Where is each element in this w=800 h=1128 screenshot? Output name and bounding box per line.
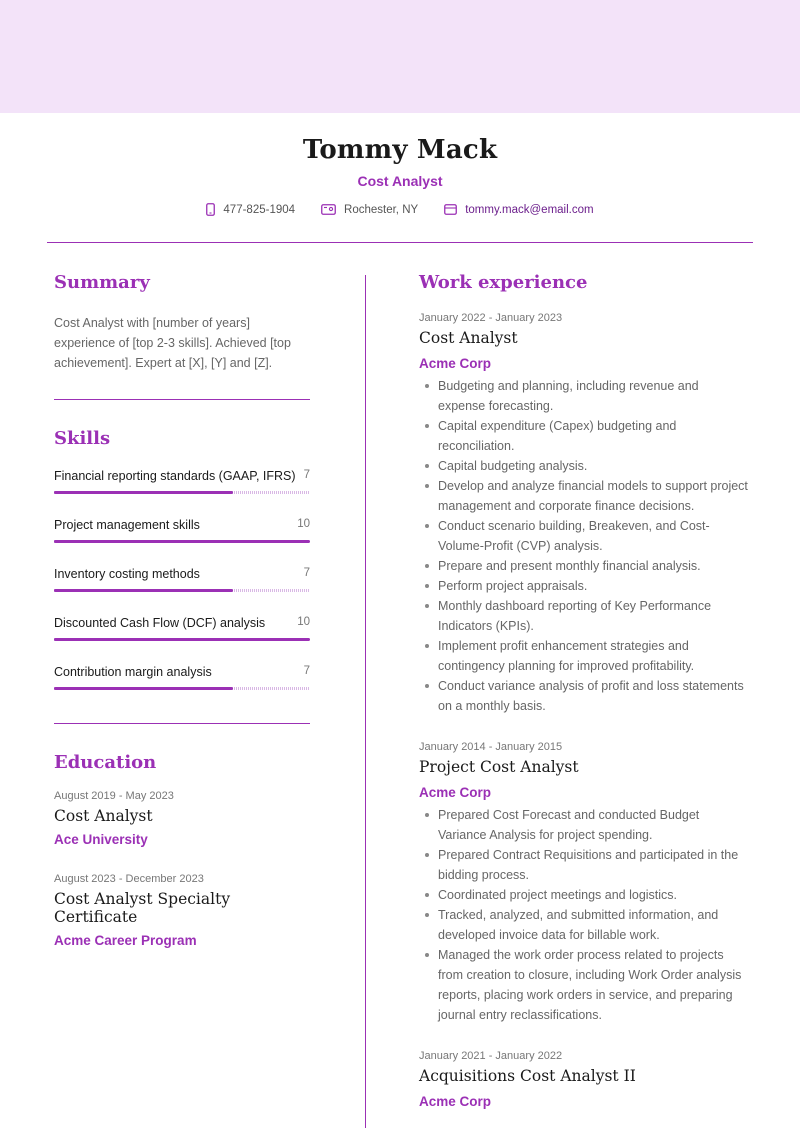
experience-title: Acquisitions Cost Analyst II: [419, 1067, 636, 1085]
experience-dates: January 2014 - January 2015: [419, 741, 563, 753]
education-org: Acme Career Program: [54, 933, 197, 948]
skills-section: [54, 428, 310, 690]
bullet-item: Conduct variance analysis of profit and loss statements on a monthly basis.: [419, 676, 749, 716]
left-column: [54, 272, 310, 948]
column-divider: [365, 275, 366, 1128]
bullet-item: Perform project appraisals.: [419, 576, 749, 596]
bullet-item: Coordinated project meetings and logistics.: [419, 885, 749, 905]
skill-name: Contribution margin analysis: [54, 665, 212, 679]
candidate-name: Tommy Mack: [302, 135, 498, 165]
skill-name: Financial reporting standards (GAAP, IFRS): [54, 469, 296, 483]
skill-item: [54, 665, 310, 690]
education-entry: [54, 790, 310, 847]
skill-bar: [54, 491, 310, 494]
skill-bar: [54, 687, 310, 690]
skill-bar-fill: [54, 491, 233, 494]
email-link[interactable]: tommy.mack@email.com: [465, 203, 594, 216]
experience-title: Project Cost Analyst: [419, 758, 579, 776]
experience-bullets: [419, 805, 749, 1025]
bullet-item: Capital budgeting analysis.: [419, 456, 749, 476]
education-title: Cost Analyst: [54, 807, 153, 825]
header-band: [0, 0, 800, 113]
skill-level: 10: [297, 518, 310, 530]
education-dates: August 2019 - May 2023: [54, 790, 174, 802]
skill-bar-fill: [54, 687, 233, 690]
phone-icon: [206, 203, 215, 216]
skill-bar: [54, 589, 310, 592]
bullet-item: Budgeting and planning, including revenue and expense forecasting.: [419, 376, 749, 416]
bullet-item: Prepared Cost Forecast and conducted Budget Variance Analysis for project spending.: [419, 805, 749, 845]
bullet-item: Prepare and present monthly financial analysis.: [419, 556, 749, 576]
summary-heading: Summary: [54, 272, 150, 293]
experience-bullets: [419, 376, 749, 716]
location-text: Rochester, NY: [344, 203, 419, 216]
experience-org: Acme Corp: [419, 785, 492, 800]
skill-row: [54, 567, 310, 581]
bullet-item: Implement profit enhancement strategies and contingency planning for improved profitability.: [419, 636, 749, 676]
skills-list: [54, 469, 310, 690]
bullet-item: Capital expenditure (Capex) budgeting and reconciliation.: [419, 416, 749, 456]
experience-org: Acme Corp: [419, 1094, 492, 1109]
skill-bar-fill: [54, 589, 233, 592]
bullet-item: Develop and analyze financial models to support project management and corporate finance decisions.: [419, 476, 749, 516]
skill-name: Project management skills: [54, 518, 200, 532]
contact-email[interactable]: [444, 204, 593, 216]
section-divider: [54, 399, 310, 400]
skill-row: [54, 665, 310, 679]
experience-entry: [419, 1050, 749, 1109]
experience-dates: January 2022 - January 2023: [419, 312, 563, 324]
summary-text: Cost Analyst with [number of years] experience of [top 2-3 skills]. Achieved [top achievement]. Expert at [X], [Y] and [Z].: [54, 316, 291, 370]
skill-item: [54, 518, 310, 543]
resume-header: [0, 113, 800, 216]
address-card-icon: [321, 204, 336, 215]
candidate-title: Cost Analyst: [357, 173, 443, 189]
skill-level: 7: [303, 665, 310, 677]
education-entry: [54, 873, 310, 948]
experience-title: Cost Analyst: [419, 329, 518, 347]
skill-level: 7: [303, 469, 310, 481]
bullet-item: Tracked, analyzed, and submitted information, and developed invoice data for billable work.: [419, 905, 749, 945]
section-divider: [54, 723, 310, 724]
skill-bar-fill: [54, 540, 310, 543]
bullet-item: Conduct scenario building, Breakeven, and Cost-Volume-Profit (CVP) analysis.: [419, 516, 749, 556]
education-org: Ace University: [54, 832, 148, 847]
education-section: [54, 752, 310, 948]
contact-location: [321, 204, 418, 216]
bullet-item: Monthly dashboard reporting of Key Performance Indicators (KPIs).: [419, 596, 749, 636]
experience-entry: [419, 312, 749, 716]
right-column: [419, 272, 749, 1109]
experience-heading: Work experience: [419, 272, 588, 293]
header-divider: [47, 242, 753, 243]
summary-section: [54, 272, 310, 373]
skill-row: [54, 469, 310, 483]
experience-entry: [419, 741, 749, 1025]
skill-level: 10: [297, 616, 310, 628]
skill-bar-fill: [54, 638, 310, 641]
skill-row: [54, 616, 310, 630]
skill-name: Inventory costing methods: [54, 567, 200, 581]
skill-item: [54, 567, 310, 592]
contact-phone: [206, 203, 295, 216]
phone-text: 477-825-1904: [223, 203, 296, 216]
skill-level: 7: [303, 567, 310, 579]
experience-dates: January 2021 - January 2022: [419, 1050, 563, 1062]
bullet-item: Prepared Contract Requisitions and participated in the bidding process.: [419, 845, 749, 885]
education-title: Cost Analyst Specialty Certificate: [54, 890, 231, 926]
skills-heading: Skills: [54, 428, 111, 449]
skill-row: [54, 518, 310, 532]
education-heading: Education: [54, 752, 157, 773]
skill-bar: [54, 540, 310, 543]
skill-name: Discounted Cash Flow (DCF) analysis: [54, 616, 266, 630]
experience-org: Acme Corp: [419, 356, 492, 371]
contact-info: [0, 203, 800, 216]
bullet-item: Managed the work order process related to projects from creation to closure, including Work Order analysis reports, placing work orders in service, and preparing journal entry reclassifications.: [419, 945, 749, 1025]
skill-item: [54, 469, 310, 494]
skill-item: [54, 616, 310, 641]
skill-bar: [54, 638, 310, 641]
education-dates: August 2023 - December 2023: [54, 873, 204, 885]
mail-icon: [444, 204, 457, 215]
